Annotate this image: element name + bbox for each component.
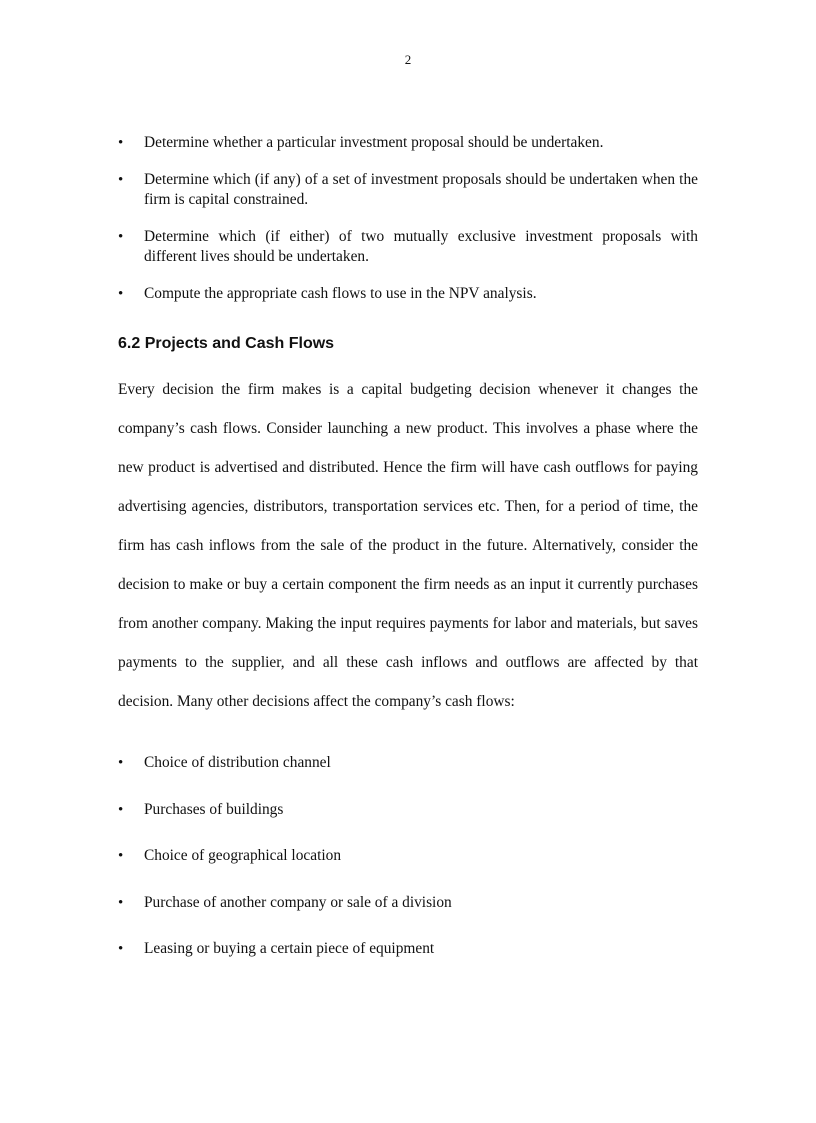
bullet-icon: • (118, 755, 124, 771)
bullet-icon: • (118, 801, 124, 818)
list-item (118, 893, 698, 940)
bullet-icon: • (118, 229, 124, 245)
list-item-text: Compute the appropriate cash flows to use in the NPV analysis. (144, 285, 537, 302)
list-item (118, 753, 698, 800)
list-item-text: Choice of geographical location (144, 847, 342, 864)
decisions-list (118, 753, 698, 986)
list-item (118, 800, 698, 847)
list-item (118, 939, 698, 986)
list-item (118, 227, 698, 267)
bullet-icon: • (118, 286, 124, 302)
list-item-text: Determine which (if either) of two mutually exclusive investment proposals with different lives should be undertaken. (144, 228, 698, 265)
bullet-icon: • (118, 172, 124, 188)
bullet-icon: • (118, 894, 124, 911)
body-paragraph: Every decision the firm makes is a capital budgeting decision whenever it changes the company’s cash flows. Consider launching a new product. This involves a phase where the new product is advertised and distributed. Hence the firm will have cash outflows for paying advertising agencies, distributors, transportation services etc. Then, for a period of time, the firm has cash inflows from the sale of the product in the future. Alternatively, consider the decision to make or buy a certain component the firm needs as an input it currently purchases from another company. Making the input requires payments for labor and materials, but saves payments to the supplier, and all these cash inflows and outflows are affected by that decision. Many other decisions affect the company’s cash flows: (118, 381, 698, 710)
bullet-icon: • (118, 848, 124, 864)
bullet-icon: • (118, 941, 124, 957)
objectives-list (118, 133, 698, 321)
list-item (118, 284, 698, 304)
list-item-text: Leasing or buying a certain piece of equipment (144, 940, 435, 957)
list-item-text: Determine whether a particular investment proposal should be undertaken. (144, 134, 604, 151)
list-item (118, 170, 698, 210)
list-item (118, 133, 698, 153)
list-item (118, 846, 698, 893)
page-number: 2 (404, 52, 412, 67)
list-item-text: Choice of distribution channel (144, 754, 331, 771)
section-heading: 6.2 Projects and Cash Flows (118, 335, 335, 352)
bullet-icon: • (118, 135, 124, 151)
list-item-text: Determine which (if any) of a set of investment proposals should be undertaken when the firm is capital constrained. (144, 171, 698, 208)
list-item-text: Purchase of another company or sale of a division (144, 893, 452, 911)
list-item-text: Purchases of buildings (144, 800, 284, 818)
